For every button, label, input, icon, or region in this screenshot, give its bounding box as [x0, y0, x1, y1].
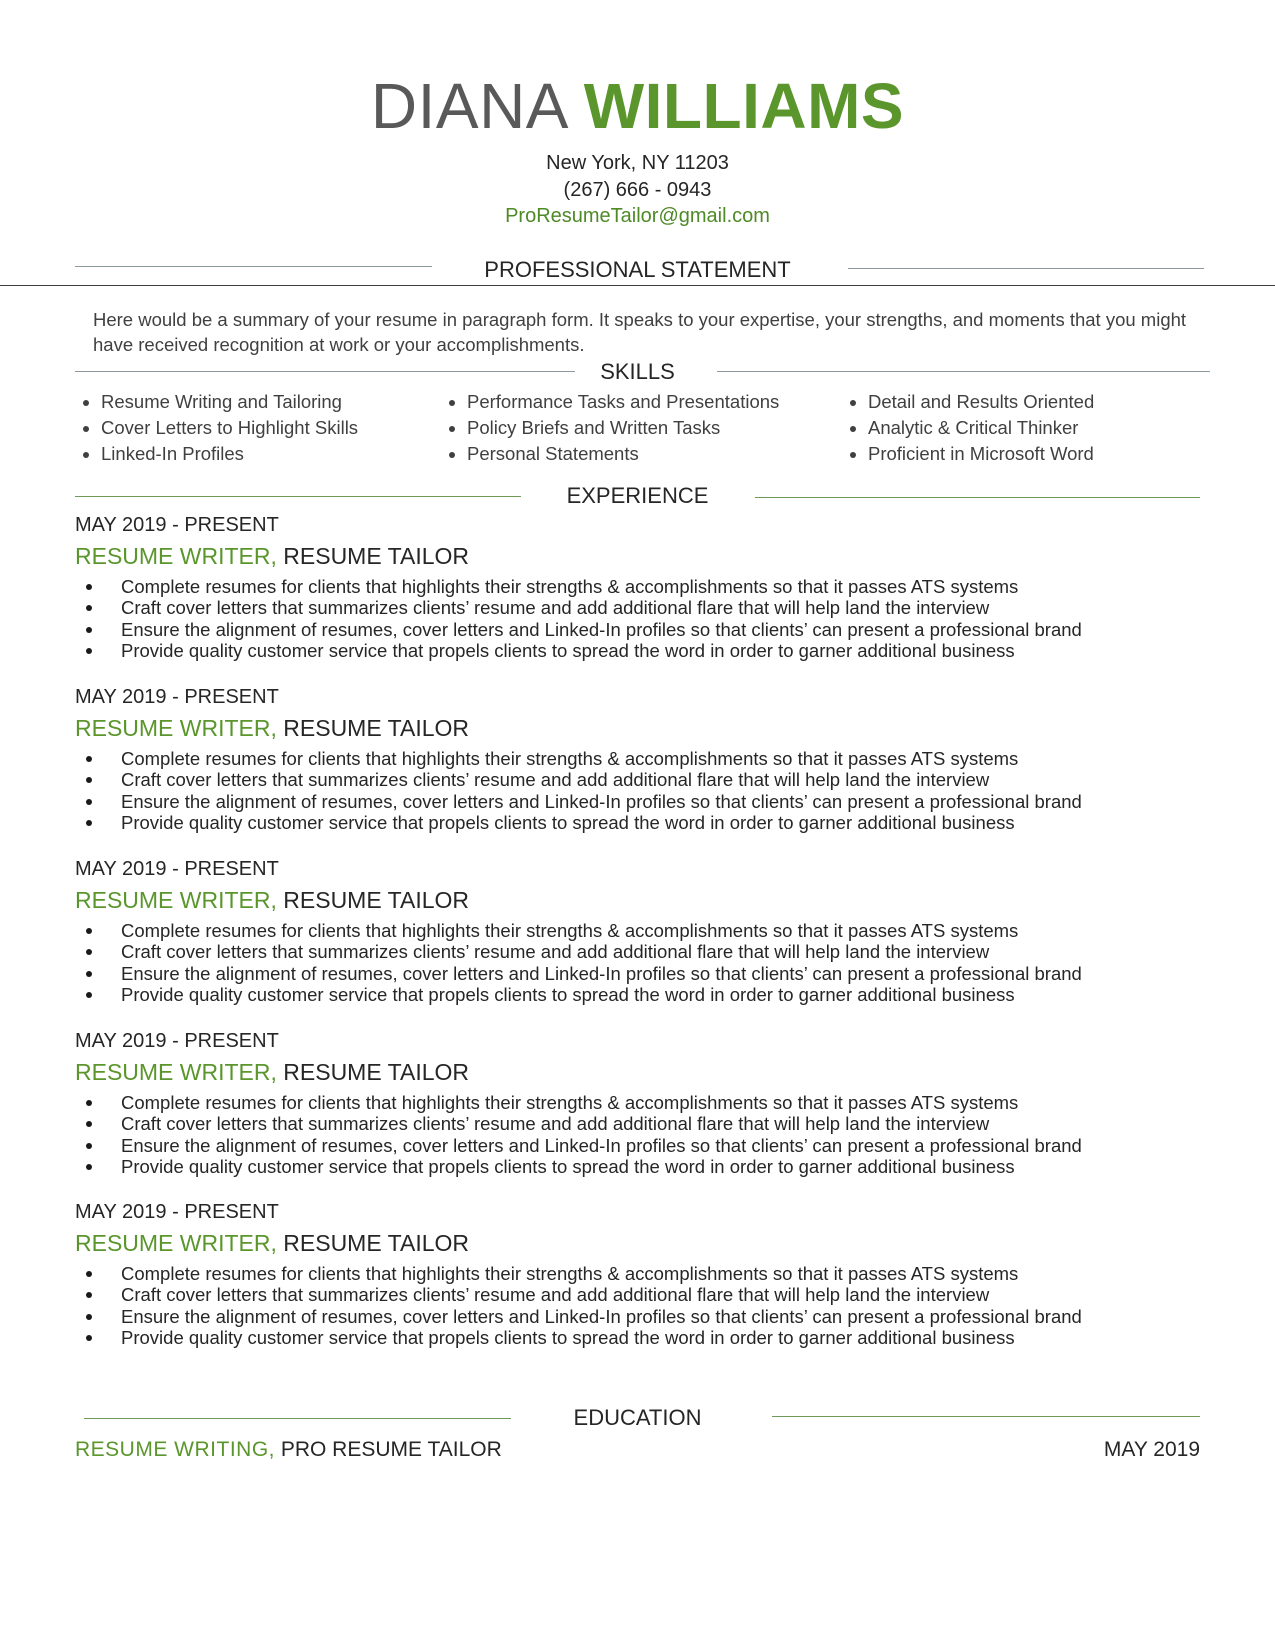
job-bullet: Provide quality customer service that propels clients to spread the word in order to garner additional business [82, 984, 1232, 1005]
job-role: RESUME WRITER, [75, 887, 277, 913]
job-bullet: Provide quality customer service that propels clients to spread the word in order to garner additional business [82, 812, 1232, 833]
education-entry [75, 1437, 502, 1463]
job-bullets [82, 1263, 1232, 1348]
section-title-experience: EXPERIENCE [566, 483, 709, 508]
skill-item: Proficient in Microsoft Word [848, 441, 1094, 467]
job-date: MAY 2019 - PRESENT [75, 1030, 279, 1052]
job-org: RESUME TAILOR [283, 1230, 470, 1256]
job-role: RESUME WRITER, [75, 1059, 277, 1085]
contact-location: New York, NY 11203 [546, 152, 729, 174]
job-org: RESUME TAILOR [283, 887, 470, 913]
education-field: RESUME WRITING, [75, 1438, 275, 1461]
job-org: RESUME TAILOR [283, 1059, 470, 1085]
job-bullet: Provide quality customer service that propels clients to spread the word in order to garner additional business [82, 1327, 1232, 1348]
job-title [75, 542, 469, 570]
job-bullet: Craft cover letters that summarizes clients’ resume and add additional flare that will help land the interview [82, 597, 1232, 618]
skill-item: Linked-In Profiles [81, 441, 358, 467]
skills-column-1 [81, 389, 358, 467]
section-title-education: EDUCATION [573, 1405, 702, 1430]
job-bullet: Craft cover letters that summarizes clients’ resume and add additional flare that will help land the interview [82, 941, 1232, 962]
job-bullet: Ensure the alignment of resumes, cover letters and Linked-In profiles so that clients’ can present a professional brand [82, 791, 1232, 812]
job-date: MAY 2019 - PRESENT [75, 858, 279, 880]
first-name: DIANA [370, 70, 566, 142]
skill-item: Personal Statements [447, 441, 779, 467]
job-bullet: Ensure the alignment of resumes, cover letters and Linked-In profiles so that clients’ can present a professional brand [82, 1306, 1232, 1327]
job-bullet: Craft cover letters that summarizes clients’ resume and add additional flare that will help land the interview [82, 1113, 1232, 1134]
job-title [75, 1229, 469, 1257]
job-title [75, 714, 469, 742]
job-title [75, 886, 469, 914]
skill-item: Policy Briefs and Written Tasks [447, 415, 779, 441]
contact-email[interactable]: ProResumeTailor@gmail.com [505, 205, 770, 227]
contact-phone: (267) 666 - 0943 [563, 179, 712, 201]
skill-item: Analytic & Critical Thinker [848, 415, 1094, 441]
job-bullet: Ensure the alignment of resumes, cover letters and Linked-In profiles so that clients’ can present a professional brand [82, 1135, 1232, 1156]
job-bullet: Complete resumes for clients that highlights their strengths & accomplishments so that it passes ATS systems [82, 748, 1232, 769]
job-role: RESUME WRITER, [75, 543, 277, 569]
job-bullet: Complete resumes for clients that highlights their strengths & accomplishments so that it passes ATS systems [82, 1263, 1232, 1284]
education-date: MAY 2019 [1103, 1438, 1200, 1461]
job-role: RESUME WRITER, [75, 1230, 277, 1256]
summary-paragraph: Here would be a summary of your resume in paragraph form. It speaks to your expertise, your strengths, and moments that you might have received recognition at work or your accomplishments. [93, 309, 1187, 355]
job-bullet: Craft cover letters that summarizes clients’ resume and add additional flare that will help land the interview [82, 769, 1232, 790]
job-bullets [82, 576, 1232, 661]
job-bullets [82, 748, 1232, 833]
job-date: MAY 2019 - PRESENT [75, 1201, 279, 1223]
job-bullet: Complete resumes for clients that highlights their strengths & accomplishments so that it passes ATS systems [82, 1092, 1232, 1113]
job-bullet: Craft cover letters that summarizes clients’ resume and add additional flare that will help land the interview [82, 1284, 1232, 1305]
job-bullet: Provide quality customer service that propels clients to spread the word in order to garner additional business [82, 1156, 1232, 1177]
skill-item: Detail and Results Oriented [848, 389, 1094, 415]
skill-item: Resume Writing and Tailoring [81, 389, 358, 415]
job-bullet: Ensure the alignment of resumes, cover letters and Linked-In profiles so that clients’ can present a professional brand [82, 963, 1232, 984]
job-bullet: Complete resumes for clients that highlights their strengths & accomplishments so that it passes ATS systems [82, 576, 1232, 597]
job-date: MAY 2019 - PRESENT [75, 514, 279, 536]
candidate-name [0, 68, 1275, 144]
section-title-statement: PROFESSIONAL STATEMENT [484, 257, 791, 282]
job-bullet: Ensure the alignment of resumes, cover letters and Linked-In profiles so that clients’ can present a professional brand [82, 619, 1232, 640]
job-role: RESUME WRITER, [75, 715, 277, 741]
statement-underline [0, 285, 1275, 286]
job-bullet: Provide quality customer service that propels clients to spread the word in order to garner additional business [82, 640, 1232, 661]
job-bullets [82, 1092, 1232, 1177]
job-org: RESUME TAILOR [283, 543, 470, 569]
skill-item: Performance Tasks and Presentations [447, 389, 779, 415]
job-date: MAY 2019 - PRESENT [75, 686, 279, 708]
skills-column-2 [447, 389, 779, 467]
skill-item: Cover Letters to Highlight Skills [81, 415, 358, 441]
job-org: RESUME TAILOR [283, 715, 470, 741]
education-school: PRO RESUME TAILOR [280, 1438, 502, 1461]
skills-column-3 [848, 389, 1094, 467]
job-title [75, 1058, 469, 1086]
section-title-skills: SKILLS [600, 359, 675, 384]
last-name: WILLIAMS [583, 70, 905, 142]
job-bullets [82, 920, 1232, 1005]
job-bullet: Complete resumes for clients that highlights their strengths & accomplishments so that it passes ATS systems [82, 920, 1232, 941]
